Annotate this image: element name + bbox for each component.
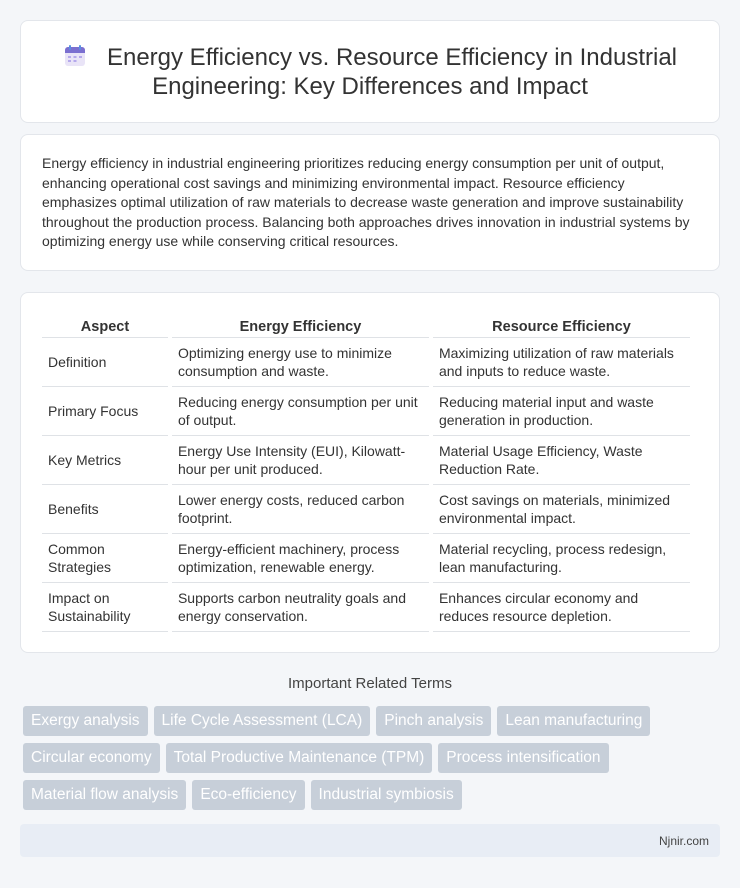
page-title-wrap bbox=[21, 43, 719, 101]
tag-process-intensification[interactable]: Process intensification bbox=[438, 743, 608, 773]
table-row bbox=[42, 485, 690, 534]
energy-cell: Optimizing energy use to minimize consumption and waste. bbox=[172, 338, 429, 387]
tag-lean-manufacturing[interactable]: Lean manufacturing bbox=[497, 706, 650, 736]
resource-cell: Enhances circular economy and reduces resource depletion. bbox=[433, 583, 690, 632]
calendar-icon bbox=[63, 44, 87, 68]
header-aspect: Aspect bbox=[42, 313, 168, 338]
header-energy-efficiency: Energy Efficiency bbox=[172, 313, 429, 338]
resource-cell: Material recycling, process redesign, lean manufacturing. bbox=[433, 534, 690, 583]
resource-cell: Maximizing utilization of raw materials and inputs to reduce waste. bbox=[433, 338, 690, 387]
page-title: Energy Efficiency vs. Resource Efficiency in Industrial Engineering: Key Differences and Impact bbox=[106, 44, 678, 100]
energy-cell: Energy-efficient machinery, process optimization, renewable energy. bbox=[172, 534, 429, 583]
tag-life-cycle-assessment[interactable]: Life Cycle Assessment (LCA) bbox=[154, 706, 371, 736]
energy-cell: Supports carbon neutrality goals and energy conservation. bbox=[172, 583, 429, 632]
table-row bbox=[42, 387, 690, 436]
aspect-cell: Definition bbox=[42, 338, 168, 387]
summary-card bbox=[20, 134, 720, 271]
comparison-table-card bbox=[20, 292, 720, 653]
tag-material-flow-analysis[interactable]: Material flow analysis bbox=[23, 780, 186, 810]
tag-row bbox=[23, 706, 723, 736]
energy-cell: Lower energy costs, reduced carbon footprint. bbox=[172, 485, 429, 534]
table-row bbox=[42, 338, 690, 387]
header-resource-efficiency: Resource Efficiency bbox=[433, 313, 690, 338]
tag-row bbox=[23, 780, 723, 810]
resource-cell: Cost savings on materials, minimized environmental impact. bbox=[433, 485, 690, 534]
aspect-cell: Common Strategies bbox=[42, 534, 168, 583]
summary-text: Energy efficiency in industrial engineering prioritizes reducing energy consumption per unit of output, enhancing operational cost savings and minimizing environmental impact. Resource efficiency emphasizes optimal utilization of raw materials to decrease waste generation and improve sustainability throughout the production process. Balancing both approaches drives innovation in industrial systems by optimizing energy use while conserving critical resources. bbox=[42, 155, 690, 249]
tag-row bbox=[23, 743, 723, 773]
aspect-cell: Impact on Sustainability bbox=[42, 583, 168, 632]
tag-industrial-symbiosis[interactable]: Industrial symbiosis bbox=[311, 780, 462, 810]
footer bbox=[20, 824, 720, 857]
aspect-cell: Primary Focus bbox=[42, 387, 168, 436]
resource-cell: Reducing material input and waste generation in production. bbox=[433, 387, 690, 436]
tag-circular-economy[interactable]: Circular economy bbox=[23, 743, 160, 773]
aspect-cell: Key Metrics bbox=[42, 436, 168, 485]
tag-eco-efficiency[interactable]: Eco-efficiency bbox=[192, 780, 304, 810]
table-header-row bbox=[42, 313, 690, 338]
footer-source: Njnir.com bbox=[658, 834, 709, 848]
table-row bbox=[42, 583, 690, 632]
table-row bbox=[42, 534, 690, 583]
comparison-table bbox=[38, 313, 694, 632]
energy-cell: Energy Use Intensity (EUI), Kilowatt-hour per unit produced. bbox=[172, 436, 429, 485]
title-card bbox=[20, 20, 720, 123]
tag-total-productive-maintenance[interactable]: Total Productive Maintenance (TPM) bbox=[166, 743, 433, 773]
related-terms-list bbox=[23, 706, 723, 817]
table-row bbox=[42, 436, 690, 485]
tag-pinch-analysis[interactable]: Pinch analysis bbox=[376, 706, 491, 736]
energy-cell: Reducing energy consumption per unit of output. bbox=[172, 387, 429, 436]
tag-exergy-analysis[interactable]: Exergy analysis bbox=[23, 706, 148, 736]
related-terms-title: Important Related Terms bbox=[288, 675, 452, 692]
aspect-cell: Benefits bbox=[42, 485, 168, 534]
resource-cell: Material Usage Efficiency, Waste Reduction Rate. bbox=[433, 436, 690, 485]
